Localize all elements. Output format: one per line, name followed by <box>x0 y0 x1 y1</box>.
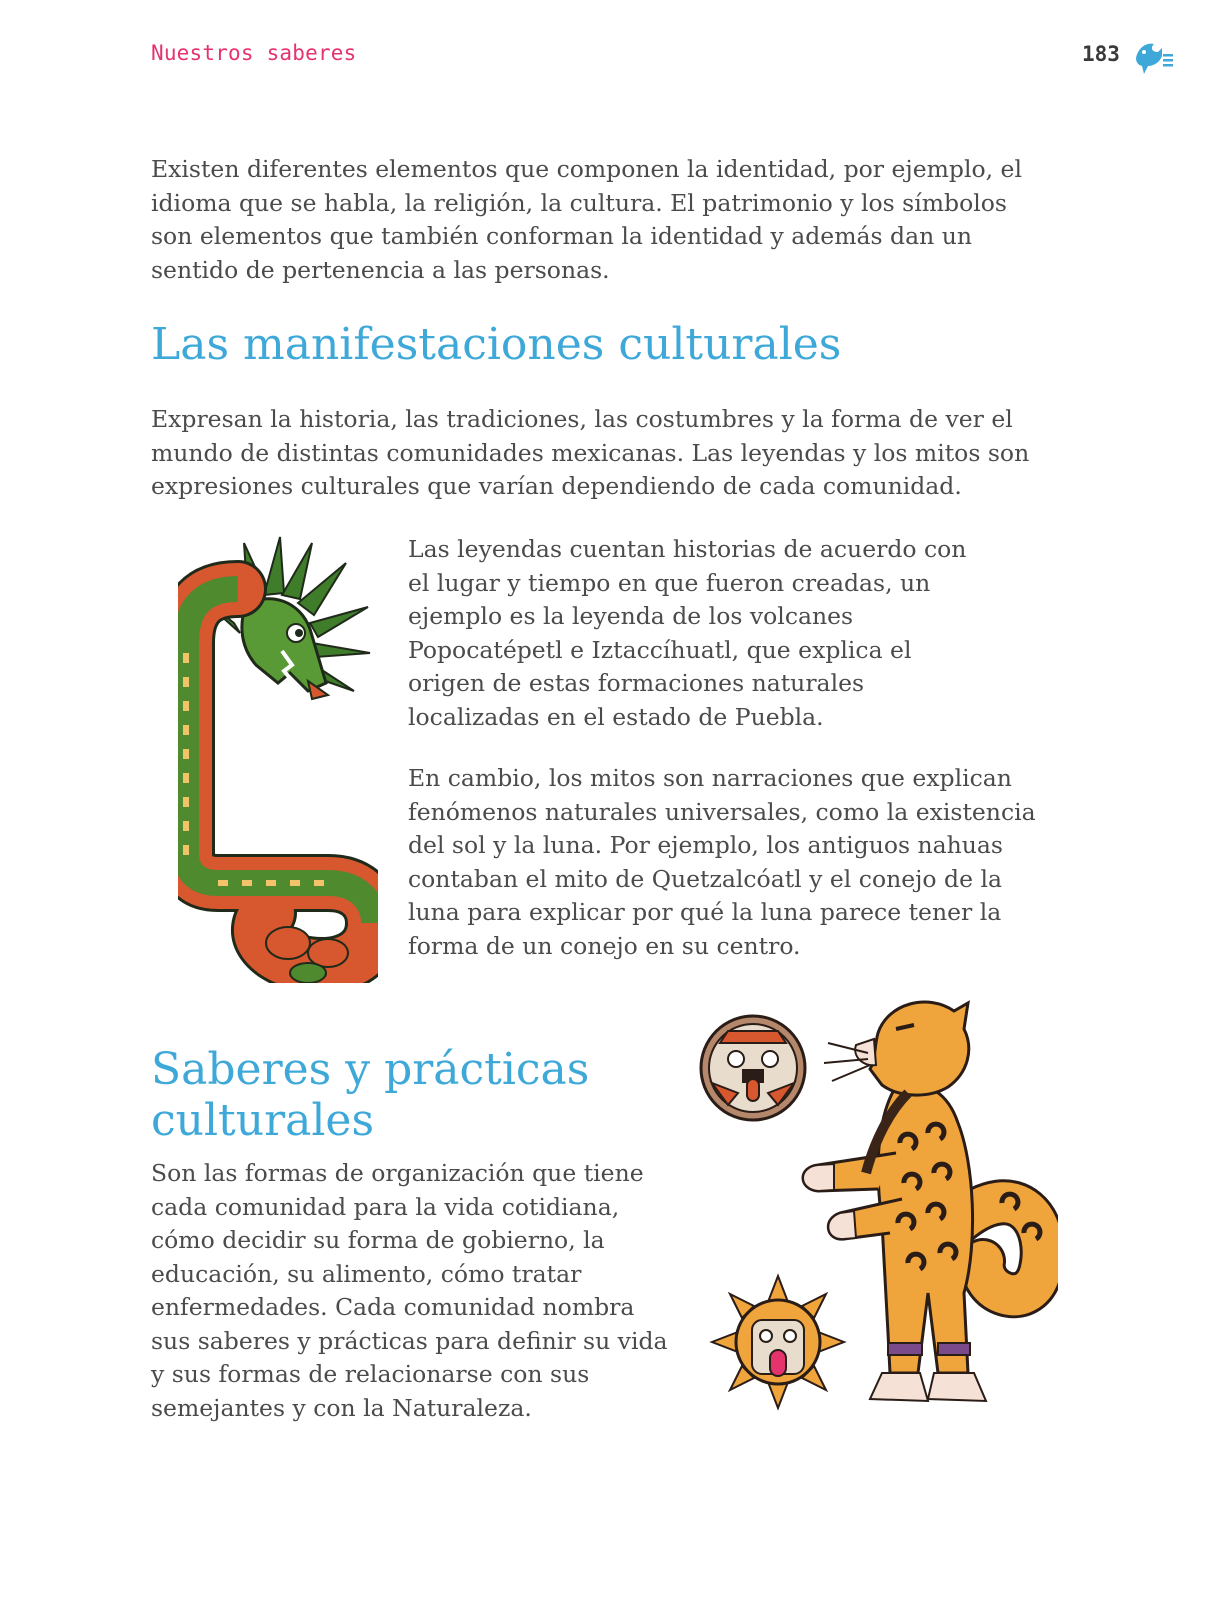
sun-face-illustration <box>708 1272 848 1412</box>
intro-paragraph: Existen diferentes elementos que componen la identidad, por ejemplo, el idioma que se habla, la religión, la cultura. El patrimonio y los símbolos son elementos que también conforman la identidad y además dan un sentido de pertenencia a las personas. <box>151 155 1022 284</box>
saberes-paragraph: Son las formas de organización que tiene cada comunidad para la vida cotidiana, cómo decidir su forma de gobierno, la educación, su alimento, cómo tratar enfermedades. Cada comunidad nombra sus saberes y prácticas para definir su vida y sus formas de relacionarse con sus semejantes y con la Naturaleza. <box>151 1159 668 1422</box>
mitos-paragraph: En cambio, los mitos son narraciones que explican fenómenos naturales universales, como la existencia del sol y la luna. Por ejemplo, los antiguos nahuas contaban el mito de Quetzalcóatl y el conejo de la luna para explicar por qué la luna parece tener la forma de un conejo en su centro. <box>408 764 1036 960</box>
section-header-title: Nuestros saberes <box>151 41 357 65</box>
page-number: 183 <box>1082 42 1120 66</box>
feathered-serpent-illustration <box>178 533 378 983</box>
heading-saberes: Saberes y prácticas culturales <box>151 1044 590 1146</box>
manifestaciones-paragraph: Expresan la historia, las tradiciones, las costumbres y la forma de ver el mundo de distintas comunidades mexicanas. Las leyendas y los mitos son expresiones culturales que varían dependiendo de cada comunidad. <box>151 405 1030 500</box>
heading-manifestaciones: Las manifestaciones culturales <box>151 319 842 370</box>
leyendas-paragraph: Las leyendas cuentan historias de acuerdo con el lugar y tiempo en que fueron creadas, un ejemplo es la leyenda de los volcanes Popocatépetl e Iztaccíhuatl, que explica el origen de estas formaciones naturales localizadas en el estado de Puebla. <box>408 535 967 731</box>
bird-glyph-icon <box>1132 38 1174 76</box>
